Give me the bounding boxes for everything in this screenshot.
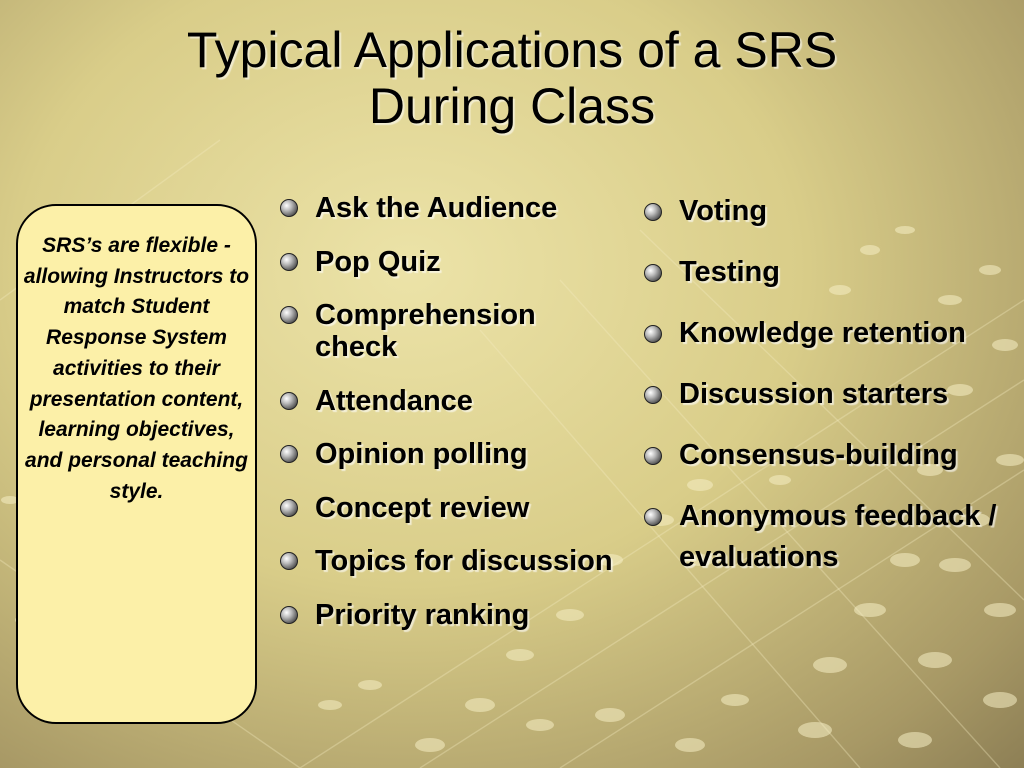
list-item-label: Pop Quiz (315, 245, 441, 278)
list-item (644, 496, 1024, 578)
list-item (280, 599, 620, 631)
list-item-label: Anonymous feedback / evaluations (679, 500, 997, 573)
slide-title (0, 22, 1024, 134)
sphere-bullet-icon (644, 447, 662, 465)
list-item (644, 252, 1024, 293)
list-item-label: Concept review (315, 491, 530, 524)
list-item-label: Testing (679, 256, 780, 288)
list-item (280, 299, 620, 363)
list-item-label: Discussion starters (679, 378, 949, 410)
list-item (644, 374, 1024, 415)
sphere-bullet-icon (280, 552, 298, 570)
list-item (280, 385, 620, 417)
list-item (644, 435, 1024, 476)
sphere-bullet-icon (280, 392, 298, 410)
flexibility-callout-box (16, 204, 257, 724)
sphere-bullet-icon (280, 199, 298, 217)
list-item-label: Comprehension check (315, 299, 536, 363)
list-item-label: Consensus-building (679, 439, 958, 471)
sphere-bullet-icon (644, 203, 662, 221)
list-item (280, 192, 620, 224)
list-item-label: Opinion polling (315, 438, 528, 470)
sphere-bullet-icon (280, 445, 298, 463)
list-item-label: Attendance (315, 384, 473, 417)
sphere-bullet-icon (280, 306, 298, 324)
list-item (280, 545, 620, 577)
list-item-label: Ask the Audience (315, 192, 558, 224)
list-item-label: Knowledge retention (679, 317, 966, 349)
sphere-bullet-icon (644, 264, 662, 282)
list-item (644, 313, 1024, 354)
list-item (280, 492, 620, 524)
sphere-bullet-icon (280, 499, 298, 517)
sphere-bullet-icon (644, 386, 662, 404)
list-item-label: Priority ranking (315, 598, 530, 631)
callout-text: SRS’s are flexible - allowing Instructors to match Student Response System activities to their presentation content, learning objectives, and personal teaching style. (23, 234, 250, 503)
list-item-label: Voting (679, 195, 768, 227)
sphere-bullet-icon (644, 508, 662, 526)
sphere-bullet-icon (280, 253, 298, 271)
slide-title-line-2: During Class (368, 78, 656, 134)
slide-title-line-1: Typical Applications of a SRS (186, 22, 838, 78)
applications-list-right (644, 191, 1024, 598)
sphere-bullet-icon (644, 325, 662, 343)
list-item (644, 191, 1024, 232)
sphere-bullet-icon (280, 606, 298, 624)
list-item (280, 438, 620, 470)
list-item-label: Topics for discussion (315, 545, 613, 577)
list-item (280, 246, 620, 278)
applications-list-left (280, 192, 620, 652)
